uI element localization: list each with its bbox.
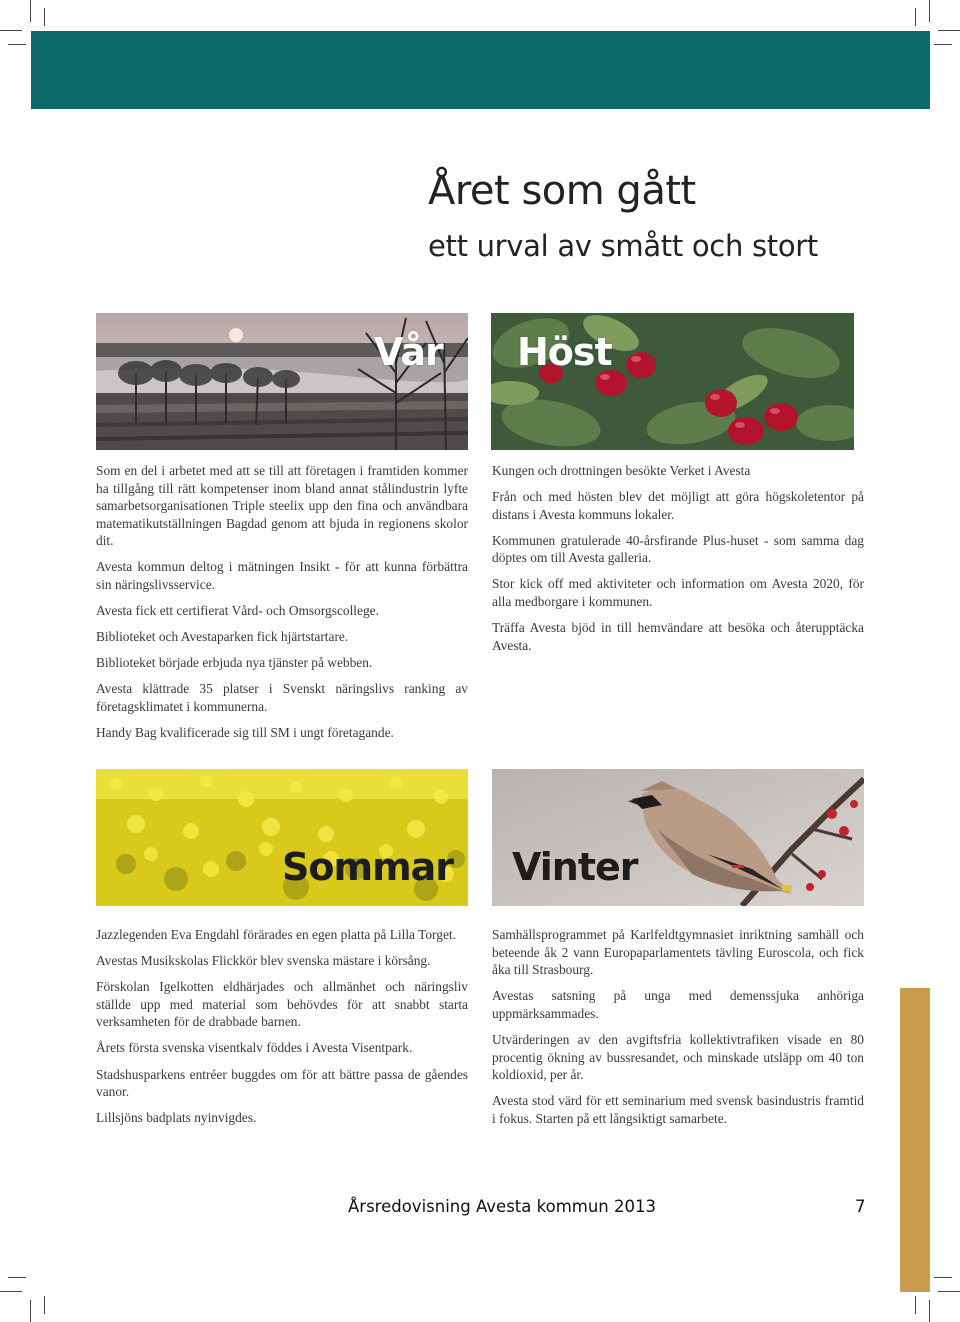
- autumn-label: Höst: [517, 330, 612, 374]
- summer-item: Lillsjöns badplats nyinvigdes.: [96, 1110, 257, 1126]
- footer-publication: Årsredovisning Avesta kommun 2013: [348, 1197, 656, 1216]
- crop-mark: [929, 0, 930, 22]
- winter-item: Samhällsprogrammet på Karlfeldtgymnasiet inriktning samhäll och beteende åk 2 vann Europaparlamentets tävling Euroscola, och fick åka till Strasbourg.: [492, 927, 864, 978]
- summer-item: Jazzlegenden Eva Engdahl förärades en egen platta på Lilla Torget.: [96, 927, 456, 942]
- crop-mark: [30, 0, 31, 22]
- crop-mark: [0, 30, 22, 31]
- crop-mark: [8, 44, 26, 45]
- crop-mark: [915, 8, 916, 26]
- page-number: 7: [855, 1197, 866, 1216]
- autumn-text-column: [492, 462, 864, 663]
- autumn-item: Kungen och drottningen besökte Verket i Avesta: [492, 463, 751, 478]
- crop-mark: [938, 1291, 960, 1292]
- crop-mark: [30, 1300, 31, 1322]
- autumn-item: Från och med hösten blev det möjligt att göra högskoletentor på distans i Avesta kommuns lokaler.: [492, 489, 864, 522]
- summer-label: Sommar: [282, 845, 454, 889]
- spring-item: Avesta klättrade 35 platser i Svenskt näringslivs ranking av företagsklimatet i kommunerna.: [96, 681, 468, 715]
- spring-item: Avesta kommun deltog i mätningen Insikt - för att kunna förbättra sin näringslivsservice.: [96, 559, 468, 593]
- spring-item: Biblioteket började erbjuda nya tjänster på webben.: [96, 655, 373, 671]
- page-title: Året som gått: [428, 168, 696, 214]
- autumn-photo: [491, 313, 854, 450]
- spring-label: Vår: [374, 330, 443, 374]
- spring-item: Avesta fick ett certifierat Vård- och Omsorgscollege.: [96, 603, 379, 619]
- crop-mark: [44, 1296, 45, 1314]
- crop-mark: [0, 1291, 22, 1292]
- spring-photo: [96, 313, 468, 450]
- winter-item: Utvärderingen av den avgiftsfria kollektivtrafiken visade en 80 procentig ökning av bussresandet, och minskade utsläpp om 40 ton koldioxid, per år.: [492, 1031, 864, 1083]
- autumn-item: Kommunen gratulerade 40-årsfirande Plus-huset - som samma dag döptes om till Avesta galleria.: [492, 532, 864, 566]
- summer-photo: [96, 769, 468, 906]
- winter-text-column: [492, 926, 864, 1136]
- winter-item: Avesta stod värd för ett seminarium med svensk basindustris framtid i fokus. Starten på ett långsiktigt samarbete.: [492, 1093, 864, 1126]
- summer-item: Årets första svenska visentkalv föddes i Avesta Visentpark.: [96, 1040, 413, 1056]
- crop-mark: [44, 8, 45, 26]
- autumn-item: Träffa Avesta bjöd in till hemvändare att besöka och återupptäcka Avesta.: [492, 620, 864, 653]
- side-accent-bar: [900, 988, 930, 1292]
- winter-photo: [492, 769, 864, 906]
- summer-item: Stadshusparkens entréer buggdes om för att bättre passa de gåendes vanor.: [96, 1066, 468, 1100]
- summer-text-column: [96, 926, 468, 1135]
- crop-mark: [934, 44, 952, 45]
- header-band: [31, 31, 930, 109]
- crop-mark: [938, 30, 960, 31]
- autumn-item: Stor kick off med aktiviteter och information om Avesta 2020, för alla medborgare i kommunen.: [492, 576, 864, 610]
- winter-label: Vinter: [512, 845, 638, 889]
- summer-item: Avestas Musikskolas Flickkör blev svenska mästare i körsång.: [96, 953, 431, 969]
- spring-item: Handy Bag kvalificerade sig till SM i ungt företagande.: [96, 725, 394, 741]
- crop-mark: [934, 1277, 952, 1278]
- crop-mark: [8, 1277, 26, 1278]
- summer-item: Förskolan Igelkotten eldhärjades och allmänhet och näringsliv ställde upp med material som behövdes för att snabbt starta verksamheten för de drabbade barnen.: [96, 979, 468, 1030]
- crop-mark: [915, 1296, 916, 1314]
- winter-item: Avestas satsning på unga med demenssjuka anhöriga uppmärksammades.: [492, 988, 864, 1021]
- crop-mark: [929, 1300, 930, 1322]
- page-subtitle: ett urval av smått och stort: [428, 229, 818, 263]
- spring-item: Biblioteket och Avestaparken fick hjärtstartare.: [96, 629, 349, 645]
- spring-text-column: [96, 462, 468, 750]
- spring-item: Som en del i arbetet med att se till att företagen i framtiden kommer ha tillgång till rätt kompetenser inom bland annat stålindustrin lyfte samarbetsorganisationen Triple steelix upp den fina och användbara matematikutställningen Bagdad genom att bjuda in regionens skolor dit.: [96, 463, 468, 549]
